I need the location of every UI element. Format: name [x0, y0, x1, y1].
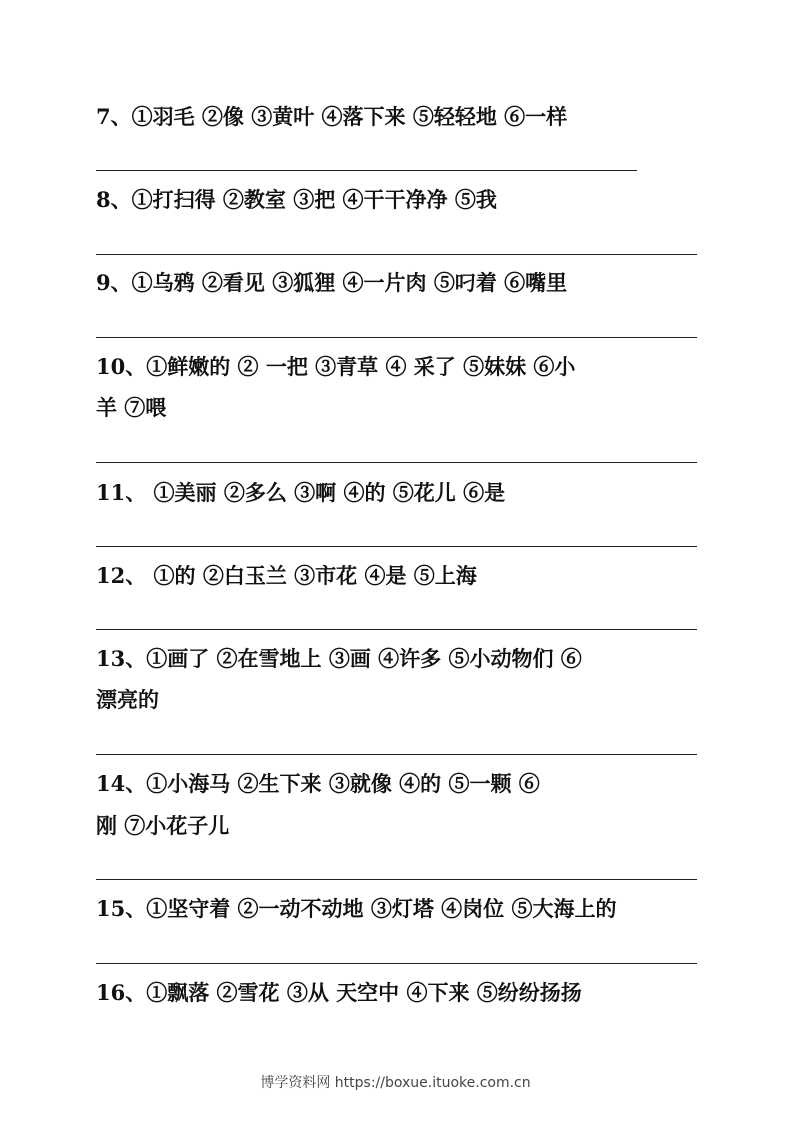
question-16-line-1: 16、①飘落 ②雪花 ③从 天空中 ④下来 ⑤纷纷扬扬: [96, 980, 582, 1005]
question-10-line-2: 羊 ⑦喂: [96, 395, 167, 420]
question-13-line-1: 13、①画了 ②在雪地上 ③画 ④许多 ⑤小动物们 ⑥: [96, 646, 582, 671]
question-13-line-2: 漂亮的: [96, 687, 159, 712]
question-9-answer-line: [96, 337, 697, 338]
question-10-answer-line: [96, 462, 697, 463]
question-10-line-1: 10、①鲜嫩的 ② 一把 ③青草 ④ 采了 ⑤妹妹 ⑥小: [96, 354, 576, 379]
question-9-line-1: 9、①乌鸦 ②看见 ③狐狸 ④一片肉 ⑤叼着 ⑥嘴里: [96, 270, 568, 295]
question-12-answer-line: [96, 629, 697, 630]
question-14-line-1: 14、①小海马 ②生下来 ③就像 ④的 ⑤一颗 ⑥: [96, 771, 540, 796]
question-14-answer-line: [96, 879, 697, 880]
question-11-answer-line: [96, 546, 697, 547]
question-8-line-1: 8、①打扫得 ②教室 ③把 ④干干净净 ⑤我: [96, 187, 497, 212]
question-12-line-1: 12、 ①的 ②白玉兰 ③市花 ④是 ⑤上海: [96, 563, 477, 588]
question-7-line-1: 7、①羽毛 ②像 ③黄叶 ④落下来 ⑤轻轻地 ⑥一样: [96, 104, 568, 129]
question-15-line-1: 15、①坚守着 ②一动不动地 ③灯塔 ④岗位 ⑤大海上的: [96, 896, 617, 921]
question-7-answer-line: [96, 170, 637, 171]
question-13-answer-line: [96, 754, 697, 755]
question-14-line-2: 刚 ⑦小花子儿: [96, 813, 230, 838]
question-11-line-1: 11、 ①美丽 ②多么 ③啊 ④的 ⑤花儿 ⑥是: [96, 480, 506, 505]
question-15-answer-line: [96, 963, 697, 964]
question-8-answer-line: [96, 254, 697, 255]
footer-watermark: 博学资料网 https://boxue.ituoke.com.cn: [260, 1075, 531, 1091]
